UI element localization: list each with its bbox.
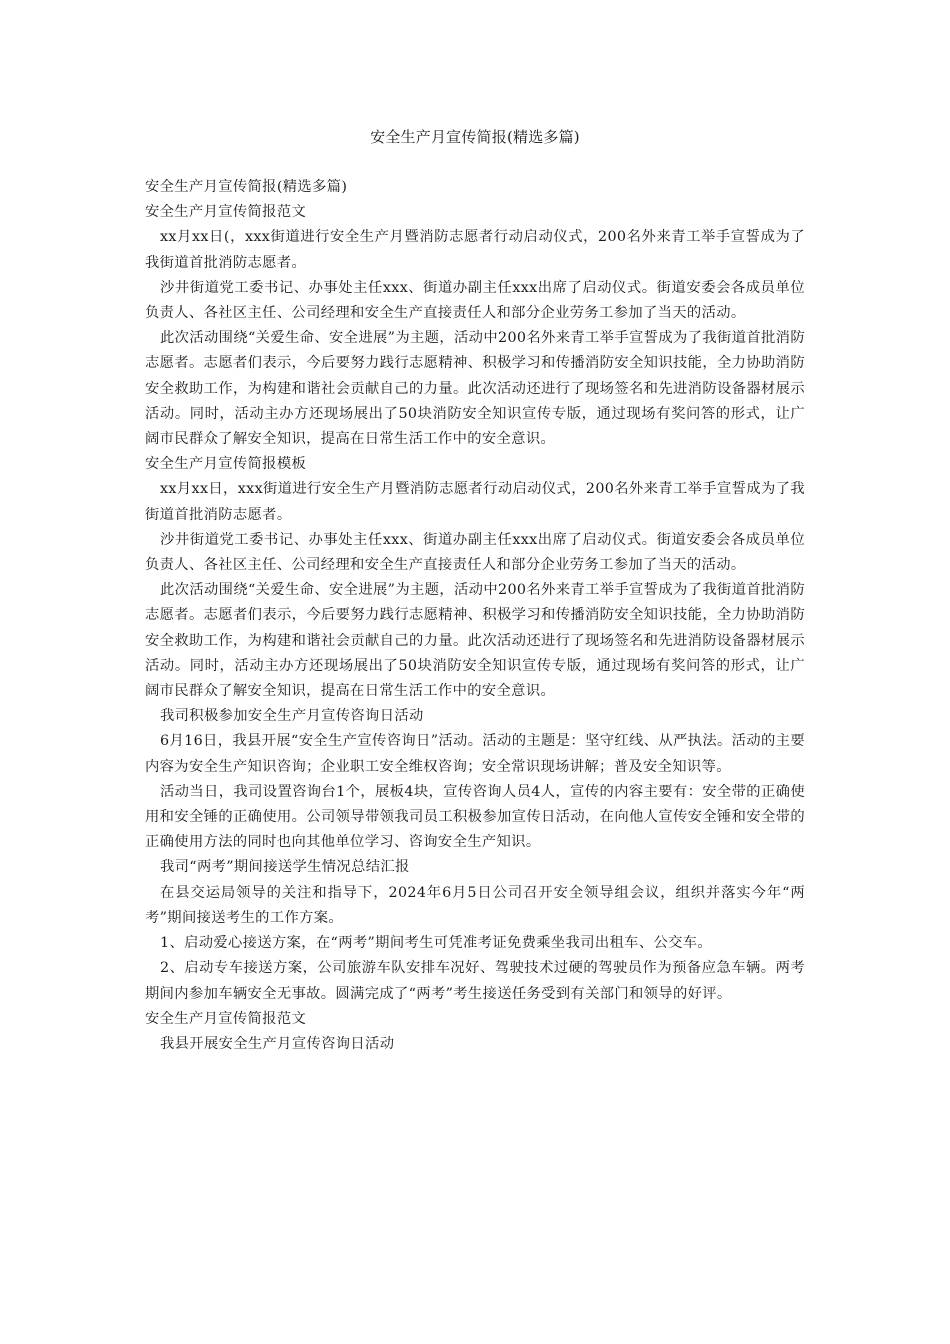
section-heading: 安全生产月宣传简报范文 bbox=[145, 204, 307, 221]
body-paragraph: 沙井街道党工委书记、办事处主任xxx、街道办副主任xxx出席了启动仪式。街道安委会各成员单位负责人、各社区主任、公司经理和安全生产直接责任人和部分企业劳务工参加了当天的活动。 bbox=[145, 531, 805, 574]
section-heading: 安全生产月宣传简报(精选多篇) bbox=[145, 179, 348, 195]
document-title: 安全生产月宣传简报(精选多篇) bbox=[370, 128, 580, 146]
body-paragraph: 6月16日，我县开展“安全生产宣传咨询日”活动。活动的主题是：坚守红线、从严执法。活动的主要内容为安全生产知识咨询；企业职工安全维权咨询；安全常识现场讲解；普及安全知识等。 bbox=[145, 733, 805, 775]
body-paragraph: 我司积极参加安全生产月宣传咨询日活动 bbox=[160, 708, 424, 725]
section-heading: 安全生产月宣传简报模板 bbox=[145, 456, 307, 473]
body-paragraph: 沙井街道党工委书记、办事处主任xxx、街道办副主任xxx出席了启动仪式。街道安委会各成员单位负责人、各社区主任、公司经理和安全生产直接责任人和部分企业劳务工参加了当天的活动。 bbox=[145, 279, 805, 322]
body-paragraph: 1、启动爱心接送方案，在“两考”期间考生可凭准考证免费乘坐我司出租车、公交车。 bbox=[160, 935, 713, 952]
body-paragraph: 2、启动专车接送方案，公司旅游车队安排车况好、驾驶技术过硬的驾驶员作为预备应急车辆。两考期间内参加车辆安全无事故。圆满完成了“两考”考生接送任务受到有关部门和领导的好评。 bbox=[145, 960, 805, 1002]
section-heading: 安全生产月宣传简报范文 bbox=[145, 1010, 307, 1027]
body-paragraph: xx月xx日，xxx街道进行安全生产月暨消防志愿者行动启动仪式，200名外来青工举手宣誓成为了我街道首批消防志愿者。 bbox=[145, 481, 805, 523]
body-paragraph: 在县交运局领导的关注和指导下，2024年6月5日公司召开安全领导组会议，组织并落实今年“两考”期间接送考生的工作方案。 bbox=[145, 884, 805, 926]
document-body bbox=[145, 175, 805, 1057]
body-paragraph: 此次活动围绕“关爱生命、安全进展”为主题，活动中200名外来青工举手宣誓成为了我街道首批消防志愿者。志愿者们表示，今后要努力践行志愿精神、积极学习和传播消防安全知识技能，全力协助消防安全救助工作，为构建和谐社会贡献自己的力量。此次活动还进行了现场签名和先进消防设备器材展示活动。同时，活动主办方还现场展出了50块消防安全知识宣传专版，通过现场有奖问答的形式，让广阔市民群众了解安全知识，提高在日常生活工作中的安全意识。 bbox=[145, 330, 805, 448]
body-paragraph: 活动当日，我司设置咨询台1个，展板4块，宣传咨询人员4人，宣传的内容主要有：安全带的正确使用和安全锤的正确使用。公司领导带领我司员工积极参加宣传日活动，在向他人宣传安全锤和安全带的正确使用方法的同时也向其他单位学习、咨询安全生产知识。 bbox=[145, 783, 805, 851]
body-paragraph: 我县开展安全生产月宣传咨询日活动 bbox=[160, 1035, 395, 1052]
body-paragraph: 此次活动围绕“关爱生命、安全进展”为主题，活动中200名外来青工举手宣誓成为了我街道首批消防志愿者。志愿者们表示，今后要努力践行志愿精神、积极学习和传播消防安全知识技能，全力协助消防安全救助工作，为构建和谐社会贡献自己的力量。此次活动还进行了现场签名和先进消防设备器材展示活动。同时，活动主办方还现场展出了50块消防安全知识宣传专版，通过现场有奖问答的形式，让广阔市民群众了解安全知识，提高在日常生活工作中的安全意识。 bbox=[145, 582, 805, 700]
body-paragraph: 我司“两考”期间接送学生情况总结汇报 bbox=[160, 859, 410, 876]
body-paragraph: xx月xx日(，xxx街道进行安全生产月暨消防志愿者行动启动仪式，200名外来青工举手宣誓成为了我街道首批消防志愿者。 bbox=[145, 229, 805, 271]
